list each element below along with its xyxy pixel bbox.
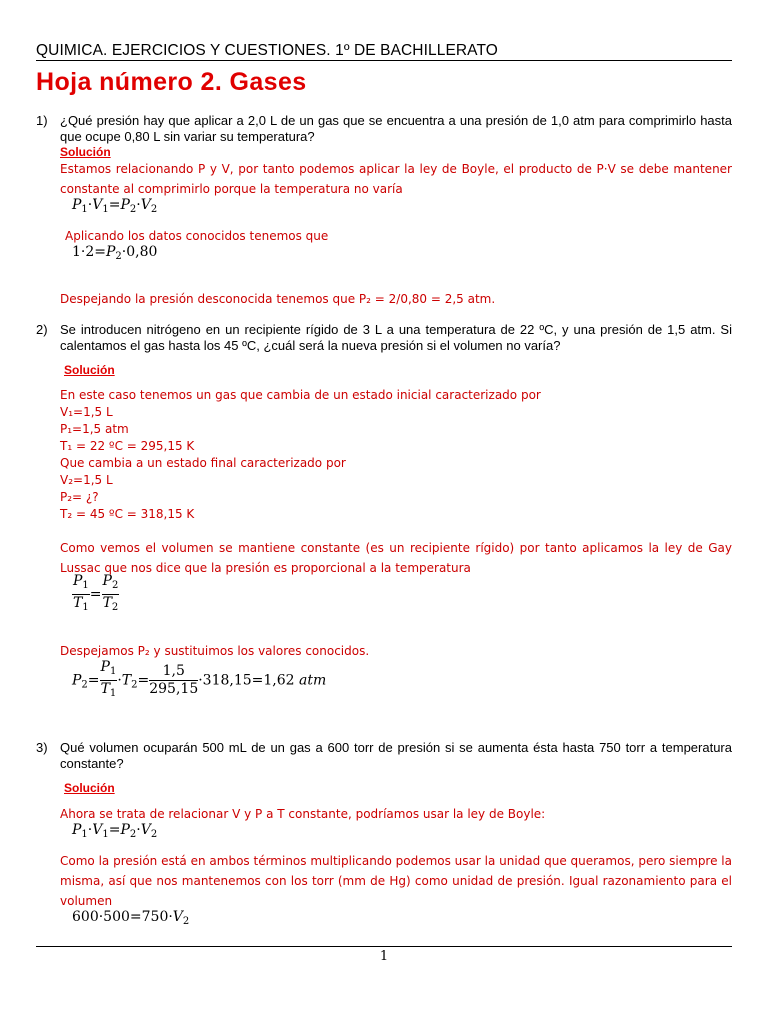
footer-rule bbox=[36, 946, 732, 947]
q2-p1: P₁=1,5 atm bbox=[60, 422, 129, 436]
q2-initial-intro: En este caso tenemos un gas que cambia de un estado inicial caracterizado por bbox=[60, 388, 541, 402]
solution-label: Solución bbox=[60, 145, 111, 159]
q2-v2: V₂=1,5 L bbox=[60, 473, 113, 487]
question-1-text: ¿Qué presión hay que aplicar a 2,0 L de un gas que se encuentra a una presión de 1,0 atm para comprimirlo hasta que ocupe 0,80 L sin variar su temperatura? bbox=[60, 113, 732, 144]
q2-final-intro: Que cambia a un estado final caracterizado por bbox=[60, 456, 346, 470]
q3-relation: Ahora se trata de relacionar V y P a T constante, podríamos usar la ley de Boyle: bbox=[60, 807, 546, 821]
question-1-number: 1) bbox=[36, 113, 48, 128]
document-header: QUIMICA. EJERCICIOS Y CUESTIONES. 1º DE BACHILLERATO bbox=[36, 42, 498, 59]
q2-law: Como vemos el volumen se mantiene constante (es un recipiente rígido) por tanto aplicamos la ley de Gay Lussac que nos dice que la presión es proporcional a la temperatura bbox=[60, 541, 732, 575]
question-2-number: 2) bbox=[36, 322, 48, 337]
boyle-equation: $P_1\cdot V_1=P_2\cdot V_2$ bbox=[72, 822, 158, 840]
solution-label: Solución bbox=[64, 781, 115, 795]
page-title: Hoja número 2. Gases bbox=[36, 68, 307, 96]
question-3-text: Qué volumen ocuparán 500 mL de un gas a 600 torr de presión si se aumenta ésta hasta 750 torr a temperatura constante? bbox=[60, 740, 732, 771]
q2-calculation: $P_2=$ $\frac{P_1}{T_1}$ $\cdot T_2=$ $\frac{1,5}{295,15}$ ·318,15=1,62 atm bbox=[72, 659, 327, 699]
header-rule bbox=[36, 60, 732, 61]
q1-substitution-equation: $1\cdot 2=P_2\cdot 0,80$ bbox=[72, 244, 158, 262]
solution-label: Solución bbox=[64, 363, 115, 377]
q1-data-intro: Aplicando los datos conocidos tenemos que bbox=[65, 229, 329, 243]
q2-p2: P₂= ¿? bbox=[60, 490, 99, 504]
q2-v1: V₁=1,5 L bbox=[60, 405, 113, 419]
q3-equation: $600\cdot 500=750\cdot V_2$ bbox=[72, 909, 190, 927]
question-2-text: Se introducen nitrógeno en un recipiente rígido de 3 L a una temperatura de 22 ºC, y una presión de 1,5 atm. Si calentamos el gas hasta los 45 ºC, ¿cuál será la nueva presión si el volumen no varía? bbox=[60, 322, 732, 353]
boyle-equation: $P_1\cdot V_1=P_2\cdot V_2$ bbox=[72, 197, 158, 215]
gay-lussac-equation: $\frac{P_1}{T_1}$ = $\frac{P_2}{T_2}$ bbox=[73, 573, 119, 613]
q1-result: Despejando la presión desconocida tenemos que P₂ = 2/0,80 = 2,5 atm. bbox=[60, 292, 496, 306]
q3-units-note: Como la presión está en ambos términos multiplicando podemos usar la unidad que queramos, pero siempre la misma, así que nos mantenemos con los torr (mm de Hg) como unidad de presión. Igual razonamiento para el volumen bbox=[60, 854, 732, 908]
page-number: 1 bbox=[379, 949, 389, 964]
q2-t1: T₁ = 22 ºC = 295,15 K bbox=[60, 439, 195, 453]
question-3-number: 3) bbox=[36, 740, 48, 755]
q2-t2: T₂ = 45 ºC = 318,15 K bbox=[60, 507, 195, 521]
q1-explanation: Estamos relacionando P y V, por tanto podemos aplicar la ley de Boyle, el producto de P·V se debe mantener constante al comprimirlo porque la temperatura no varía bbox=[60, 162, 732, 196]
q2-substitute: Despejamos P₂ y sustituimos los valores conocidos. bbox=[60, 644, 370, 658]
